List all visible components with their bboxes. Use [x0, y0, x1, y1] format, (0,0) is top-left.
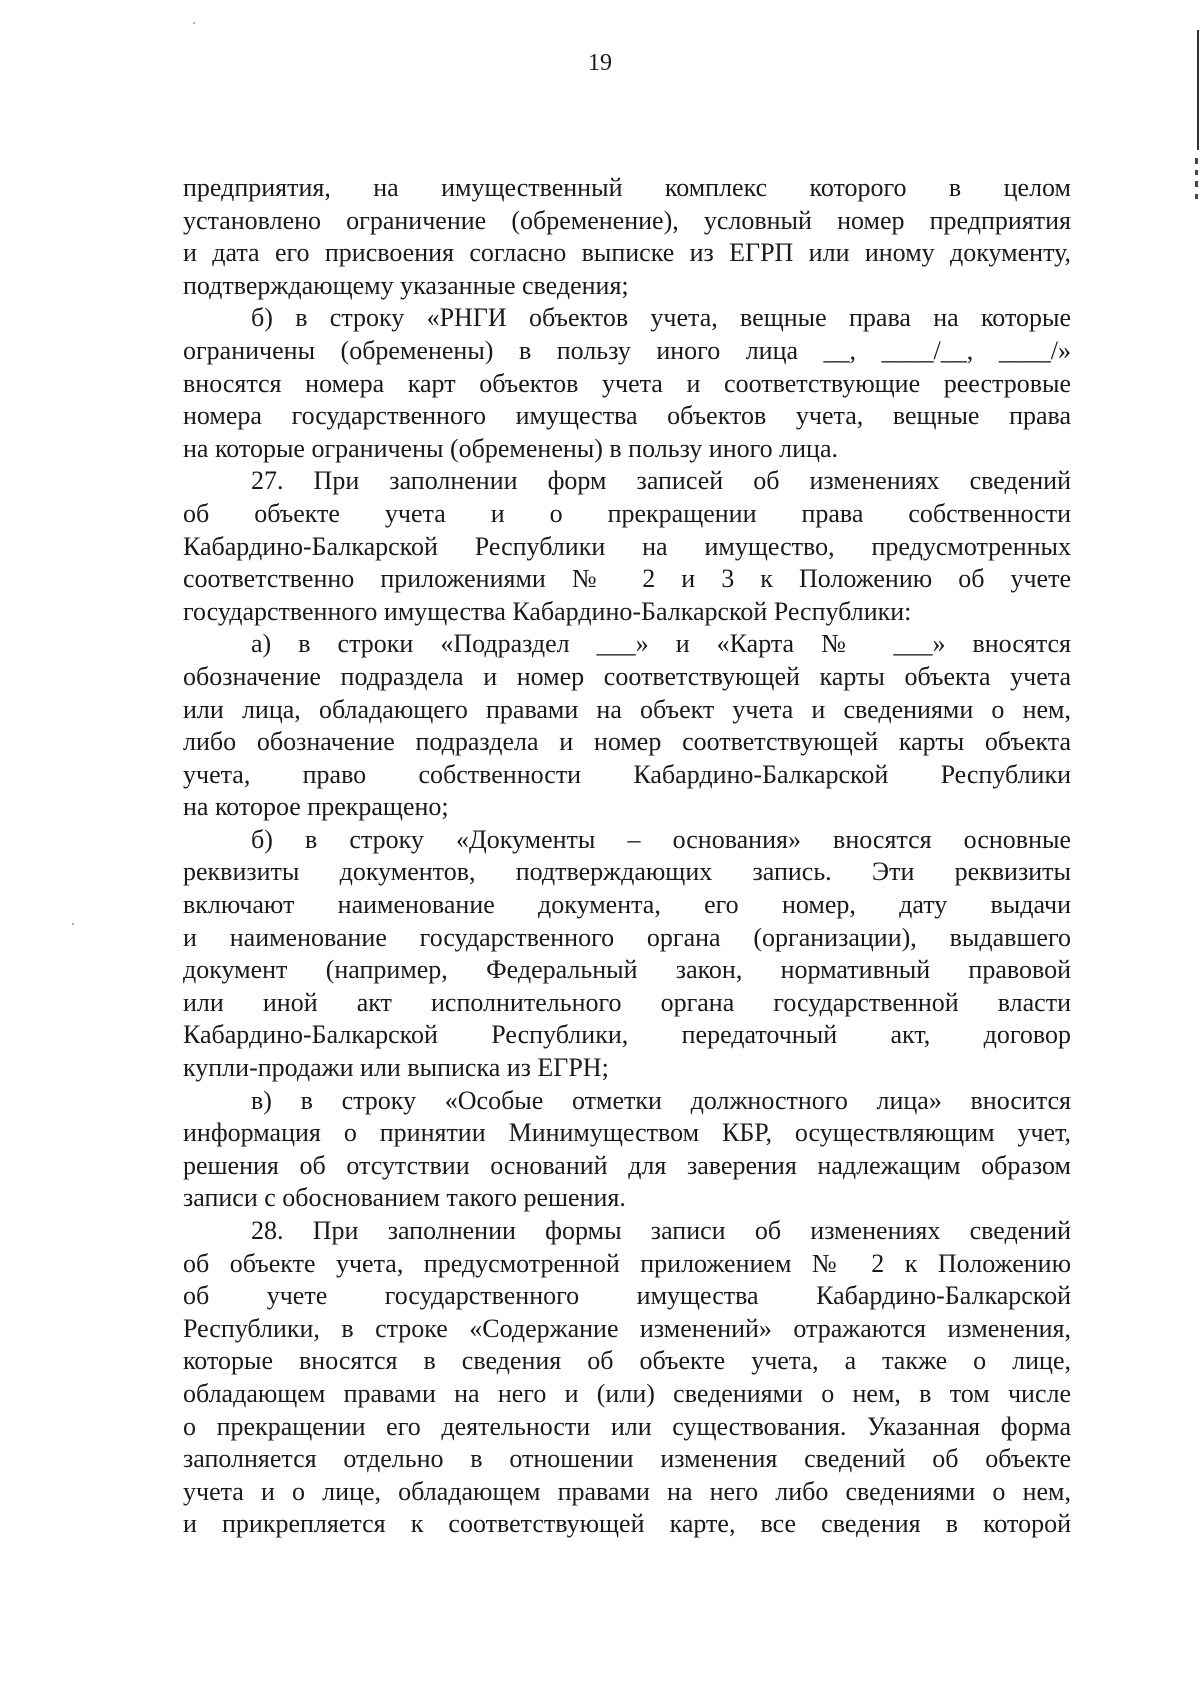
text-line: записи с обоснованием такого решения.: [183, 1183, 626, 1213]
text-line: об объекте учета и о прекращении права собственности: [183, 498, 1071, 528]
text-line: или иной акт исполнительного органа государственной власти: [183, 987, 1071, 1017]
text-line: включают наименование документа, его номер, дату выдачи: [183, 890, 1071, 920]
text-line: решения об отсутствии оснований для заверения надлежащим образом: [183, 1150, 1071, 1180]
text-line: обладающем правами на него и (или) сведениями о нем, в том числе: [183, 1378, 1071, 1408]
text-line: государственного имущества Кабардино-Балкарской Республики:: [183, 596, 912, 626]
scan-speck: [72, 923, 74, 925]
text-line: либо обозначение подраздела и номер соответствующей карты объекта: [183, 727, 1071, 757]
scan-edge-line: [1197, 30, 1199, 150]
text-line: купли-продажи или выписка из ЕГРН;: [183, 1053, 609, 1083]
scan-edge-mark: [1195, 194, 1198, 199]
text-line: б) в строку «Документы – основания» вносятся основные: [251, 824, 1071, 854]
text-line: о прекращении его деятельности или существования. Указанная форма: [183, 1411, 1071, 1441]
text-line: Кабардино-Балкарской Республики, передаточный акт, договор: [183, 1020, 1071, 1050]
text-line: и прикрепляется к соответствующей карте, все сведения в которой: [183, 1509, 1071, 1539]
text-line: или лица, обладающего правами на объект учета и сведениями о нем,: [183, 694, 1071, 724]
text-line: а) в строки «Подраздел ___» и «Карта № ___» вносятся: [251, 629, 1071, 659]
text-line: об учете государственного имущества Кабардино-Балкарской: [183, 1281, 1071, 1311]
text-line: на которое прекращено;: [183, 792, 449, 822]
text-line: б) в строку «РНГИ объектов учета, вещные права на которые: [251, 303, 1071, 333]
text-line: и наименование государственного органа (организации), выдавшего: [183, 922, 1071, 952]
text-line: 27. При заполнении форм записей об изменениях сведений: [251, 466, 1071, 496]
scan-edge-mark: [1195, 170, 1198, 175]
text-line: документ (например, Федеральный закон, нормативный правовой: [183, 955, 1071, 985]
text-line: подтверждающему указанные сведения;: [183, 270, 629, 300]
text-line: об объекте учета, предусмотренной приложением № 2 к Положению: [183, 1248, 1071, 1278]
text-line: в) в строку «Особые отметки должностного лица» вносится: [251, 1085, 1071, 1115]
text-line: Кабардино-Балкарской Республики на имущество, предусмотренных: [183, 531, 1071, 561]
text-line: Республики, в строке «Содержание изменений» отражаются изменения,: [183, 1313, 1071, 1343]
text-line: ограничены (обременены) в пользу иного лица __, ____/__, ____/»: [183, 335, 1071, 365]
text-line: установлено ограничение (обременение), условный номер предприятия: [183, 205, 1071, 235]
text-line: учета, право собственности Кабардино-Балкарской Республики: [183, 759, 1071, 789]
text-line: 28. При заполнении формы записи об изменениях сведений: [251, 1216, 1071, 1245]
text-line: которые вносятся в сведения об объекте учета, а также о лице,: [183, 1346, 1071, 1376]
text-line: номера государственного имущества объектов учета, вещные права: [183, 401, 1071, 431]
text-line: информация о принятии Минимуществом КБР, осуществляющим учет,: [183, 1118, 1071, 1148]
document-body: [183, 172, 1071, 1541]
text-line: вносятся номера карт объектов учета и соответствующие реестровые: [183, 368, 1071, 398]
text-line: реквизиты документов, подтверждающих запись. Эти реквизиты: [183, 857, 1071, 887]
scan-speck: [193, 22, 195, 24]
text-line: обозначение подраздела и номер соответствующей карты объекта учета: [183, 661, 1071, 691]
scan-edge-mark: [1195, 158, 1198, 164]
text-line: предприятия, на имущественный комплекс которого в целом: [183, 173, 1071, 202]
text-line: заполняется отдельно в отношении изменения сведений об объекте: [183, 1444, 1071, 1474]
page-number: 19: [588, 50, 612, 76]
text-line: и дата его присвоения согласно выписке из ЕГРП или иному документу,: [183, 238, 1071, 268]
text-line: учета и о лице, обладающем правами на него либо сведениями о нем,: [183, 1476, 1071, 1506]
text-line: соответственно приложениями № 2 и 3 к Положению об учете: [183, 564, 1071, 594]
text-line: на которые ограничены (обременены) в пользу иного лица.: [183, 433, 838, 463]
scan-edge-mark: [1195, 181, 1198, 187]
